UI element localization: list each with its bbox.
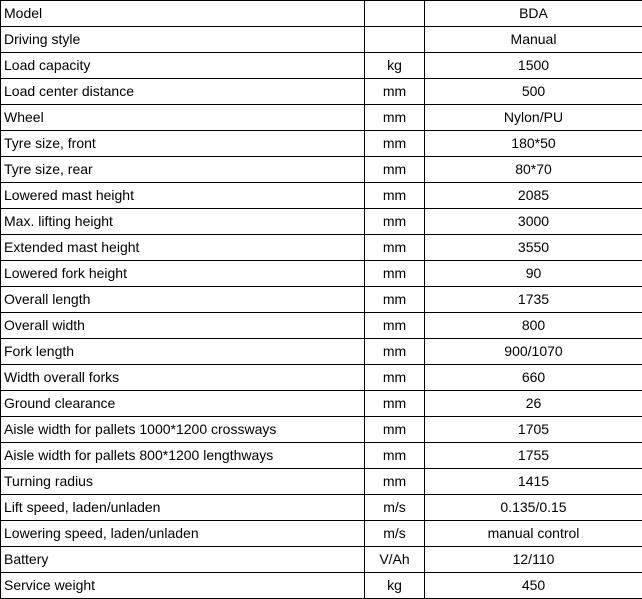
spec-unit-cell: mm — [365, 417, 425, 443]
spec-value-cell: 900/1070 — [425, 339, 642, 365]
spec-name-cell: Overall length — [1, 287, 365, 313]
table-row — [1, 521, 642, 547]
spec-value-cell: 3550 — [425, 235, 642, 261]
table-row — [1, 573, 642, 599]
table-row — [1, 131, 642, 157]
spec-value-cell: Nylon/PU — [425, 105, 642, 131]
table-row — [1, 157, 642, 183]
spec-value-cell: 3000 — [425, 209, 642, 235]
table-row — [1, 287, 642, 313]
spec-name-cell: Driving style — [1, 27, 365, 53]
table-row — [1, 339, 642, 365]
table-row — [1, 313, 642, 339]
spec-name-cell: Overall width — [1, 313, 365, 339]
spec-value-cell: 12/110 — [425, 547, 642, 573]
table-row — [1, 79, 642, 105]
spec-unit-cell: mm — [365, 209, 425, 235]
table-row — [1, 495, 642, 521]
spec-name-cell: Aisle width for pallets 800*1200 lengthways — [1, 443, 365, 469]
table-row — [1, 105, 642, 131]
table-row — [1, 53, 642, 79]
spec-name-cell: Width overall forks — [1, 365, 365, 391]
spec-unit-cell: mm — [365, 79, 425, 105]
spec-name-cell: Load center distance — [1, 79, 365, 105]
table-row — [1, 235, 642, 261]
spec-value-cell: 80*70 — [425, 157, 642, 183]
table-row — [1, 391, 642, 417]
spec-value-cell: 90 — [425, 261, 642, 287]
spec-unit-cell: mm — [365, 183, 425, 209]
spec-value-cell: 1500 — [425, 53, 642, 79]
spec-value-cell: 660 — [425, 365, 642, 391]
spec-unit-cell — [365, 27, 425, 53]
spec-name-cell: Tyre size, rear — [1, 157, 365, 183]
spec-unit-cell: kg — [365, 53, 425, 79]
spec-unit-cell: mm — [365, 105, 425, 131]
spec-name-cell: Fork length — [1, 339, 365, 365]
spec-value-cell: 1755 — [425, 443, 642, 469]
spec-name-cell: Turning radius — [1, 469, 365, 495]
spec-name-cell: Lowered fork height — [1, 261, 365, 287]
spec-name-cell: Wheel — [1, 105, 365, 131]
spec-value-cell: 1705 — [425, 417, 642, 443]
spec-unit-cell — [365, 1, 425, 27]
spec-name-cell: Battery — [1, 547, 365, 573]
spec-name-cell: Aisle width for pallets 1000*1200 crossways — [1, 417, 365, 443]
spec-unit-cell: mm — [365, 313, 425, 339]
spec-unit-cell: mm — [365, 443, 425, 469]
spec-unit-cell: m/s — [365, 521, 425, 547]
table-row — [1, 209, 642, 235]
spec-value-cell: 0.135/0.15 — [425, 495, 642, 521]
spec-table-body — [1, 1, 642, 599]
table-row — [1, 417, 642, 443]
spec-unit-cell: mm — [365, 157, 425, 183]
spec-name-cell: Lift speed, laden/unladen — [1, 495, 365, 521]
spec-value-cell: manual control — [425, 521, 642, 547]
spec-unit-cell: mm — [365, 365, 425, 391]
spec-name-cell: Load capacity — [1, 53, 365, 79]
spec-unit-cell: mm — [365, 339, 425, 365]
spec-value-cell: BDA — [425, 1, 642, 27]
spec-value-cell: 180*50 — [425, 131, 642, 157]
table-row — [1, 261, 642, 287]
spec-value-cell: 1415 — [425, 469, 642, 495]
spec-name-cell: Service weight — [1, 573, 365, 599]
table-row — [1, 547, 642, 573]
spec-unit-cell: mm — [365, 235, 425, 261]
table-row — [1, 27, 642, 53]
spec-unit-cell: V/Ah — [365, 547, 425, 573]
spec-value-cell: 800 — [425, 313, 642, 339]
table-row — [1, 365, 642, 391]
spec-unit-cell: m/s — [365, 495, 425, 521]
spec-name-cell: Max. lifting height — [1, 209, 365, 235]
table-row — [1, 1, 642, 27]
spec-name-cell: Model — [1, 1, 365, 27]
spec-unit-cell: mm — [365, 469, 425, 495]
spec-name-cell: Lowered mast height — [1, 183, 365, 209]
spec-unit-cell: mm — [365, 261, 425, 287]
spec-name-cell: Ground clearance — [1, 391, 365, 417]
spec-unit-cell: mm — [365, 391, 425, 417]
spec-unit-cell: mm — [365, 287, 425, 313]
spec-value-cell: 2085 — [425, 183, 642, 209]
spec-value-cell: 500 — [425, 79, 642, 105]
spec-value-cell: 450 — [425, 573, 642, 599]
spec-unit-cell: kg — [365, 573, 425, 599]
spec-name-cell: Lowering speed, laden/unladen — [1, 521, 365, 547]
spec-value-cell: Manual — [425, 27, 642, 53]
table-row — [1, 183, 642, 209]
spec-name-cell: Extended mast height — [1, 235, 365, 261]
spec-unit-cell: mm — [365, 131, 425, 157]
table-row — [1, 469, 642, 495]
table-row — [1, 443, 642, 469]
spec-name-cell: Tyre size, front — [1, 131, 365, 157]
spec-value-cell: 26 — [425, 391, 642, 417]
spec-value-cell: 1735 — [425, 287, 642, 313]
